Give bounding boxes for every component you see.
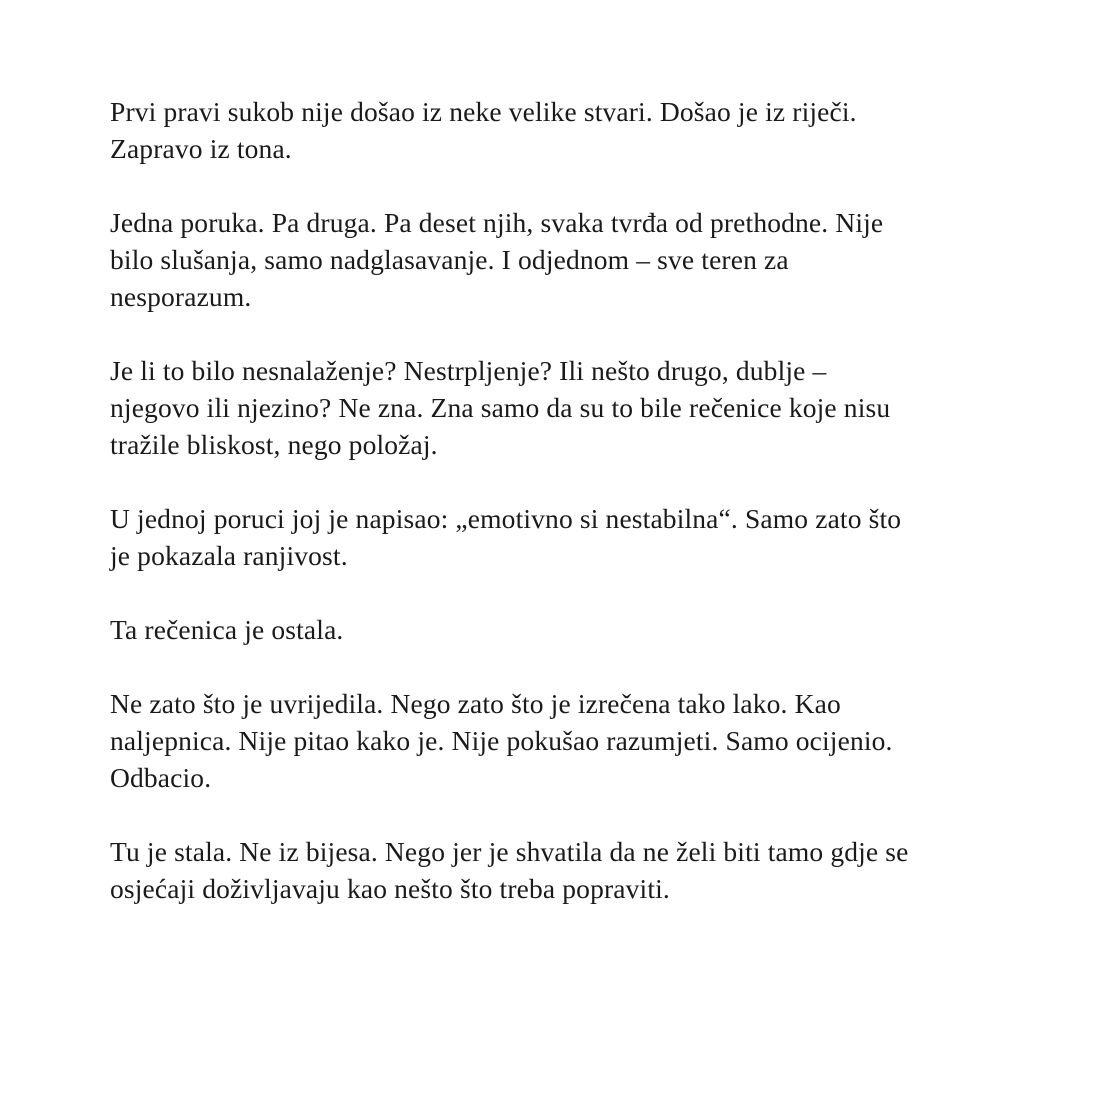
paragraph-5 (110, 611, 990, 648)
text-line: Prvi pravi sukob nije došao iz neke velike stvari. Došao je iz riječi. (110, 96, 857, 127)
text-line: Tu je stala. Ne iz bijesa. Nego jer je shvatila da ne želi biti tamo gdje se (110, 836, 909, 867)
paragraph-7 (110, 833, 990, 907)
text-line: Ta rečenica je ostala. (110, 614, 344, 645)
text-line: Ne zato što je uvrijedila. Nego zato što je izrečena tako lako. Kao (110, 688, 841, 719)
paragraph-2 (110, 204, 990, 315)
text-line: Jedna poruka. Pa druga. Pa deset njih, svaka tvrđa od prethodne. Nije (110, 207, 884, 238)
text-line: je pokazala ranjivost. (110, 540, 348, 571)
text-line: bilo slušanja, samo nadglasavanje. I odjednom – sve teren za (110, 244, 789, 275)
text-line: Odbacio. (110, 762, 212, 793)
paragraph-1 (110, 93, 990, 167)
paragraph-6 (110, 685, 990, 796)
text-line: Zapravo iz tona. (110, 133, 292, 164)
text-line: Je li to bilo nesnalaženje? Nestrpljenje? Ili nešto drugo, dublje – (110, 355, 827, 386)
paragraph-4 (110, 500, 990, 574)
text-line: naljepnica. Nije pitao kako je. Nije pokušao razumjeti. Samo ocijenio. (110, 725, 893, 756)
text-line: osjećaji doživljavaju kao nešto što treba popraviti. (110, 873, 670, 904)
text-line: U jednoj poruci joj je napisao: „emotivno si nestabilna“. Samo zato što (110, 503, 902, 534)
paragraph-3 (110, 352, 990, 463)
text-line: nesporazum. (110, 281, 252, 312)
document-body (110, 93, 990, 944)
text-line: njegovo ili njezino? Ne zna. Zna samo da su to bile rečenice koje nisu (110, 392, 891, 423)
text-line: tražile bliskost, nego položaj. (110, 429, 438, 460)
